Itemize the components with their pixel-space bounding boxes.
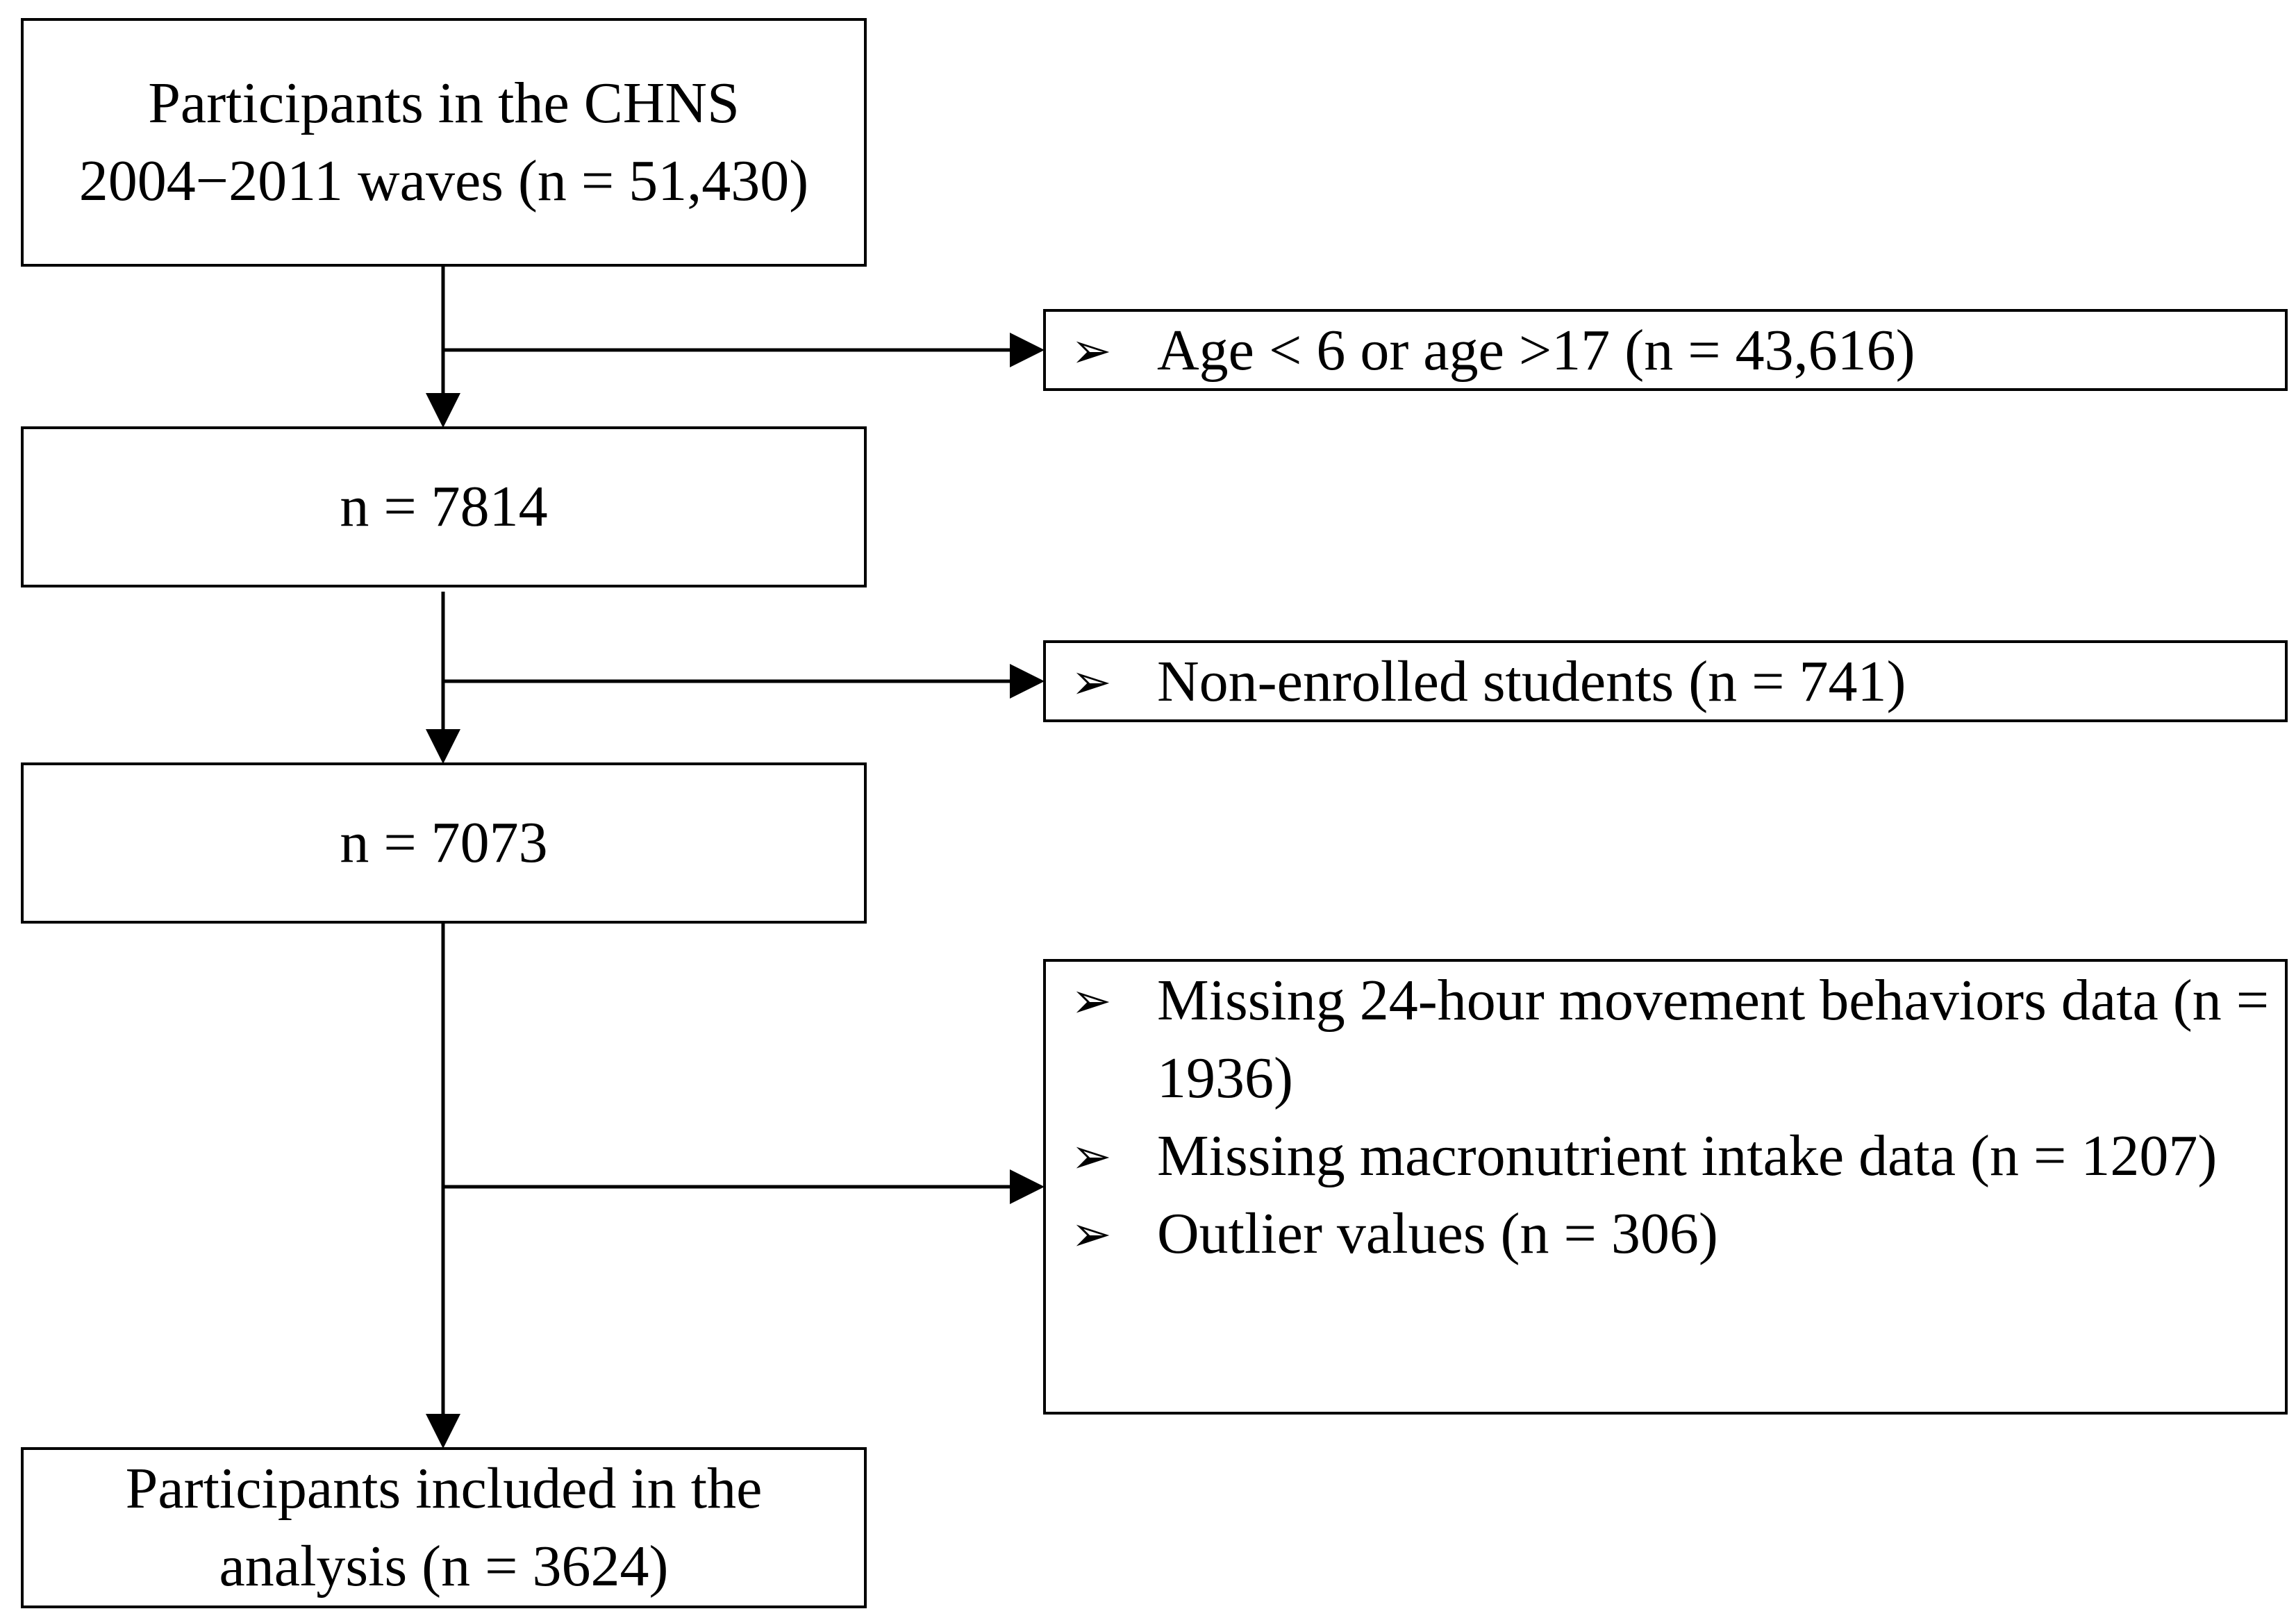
- step1-count: n = 7814: [340, 474, 548, 539]
- box-after-age-exclusion: [21, 426, 867, 587]
- box-after-enrollment-exclusion: [21, 762, 867, 924]
- step2-count: n = 7073: [340, 810, 548, 875]
- exclusion-box-age: [1043, 309, 2288, 391]
- exclusion-text: Missing macronutrient intake data (n = 1207): [1157, 1124, 2218, 1188]
- arrow-bullet-icon: ➢: [1071, 653, 1112, 710]
- arrow-bullet-icon: ➢: [1071, 1128, 1112, 1185]
- exclusion-text: Age < 6 or age >17 (n = 43,616): [1157, 318, 1915, 383]
- exclusion-item: [1046, 1195, 2285, 1273]
- arrow-bullet-icon: ➢: [1071, 972, 1112, 1029]
- start-line-1: Participants in the CHNS: [148, 71, 740, 135]
- exclusion-text: Missing 24-hour movement behaviors data (n = 1936): [1157, 968, 2270, 1110]
- arrow-bullet-icon: ➢: [1071, 1206, 1112, 1262]
- box-participants-included: [21, 1447, 867, 1608]
- exclusion-box-enrollment: [1043, 640, 2288, 722]
- final-line-1: Participants included in the: [125, 1456, 763, 1521]
- box-participants-initial: [21, 18, 867, 267]
- exclusion-item: [1046, 312, 2285, 390]
- exclusion-item: [1046, 962, 2285, 1117]
- exclusion-text: Outlier values (n = 306): [1157, 1201, 1718, 1266]
- final-line-2: analysis (n = 3624): [219, 1534, 669, 1599]
- exclusion-text: Non-enrolled students (n = 741): [1157, 649, 1906, 714]
- arrow-bullet-icon: ➢: [1071, 322, 1112, 379]
- exclusion-item: [1046, 643, 2285, 721]
- exclusion-box-missing-data: [1043, 959, 2288, 1415]
- start-line-2: 2004−2011 waves (n = 51,430): [78, 149, 809, 213]
- exclusion-item: [1046, 1117, 2285, 1195]
